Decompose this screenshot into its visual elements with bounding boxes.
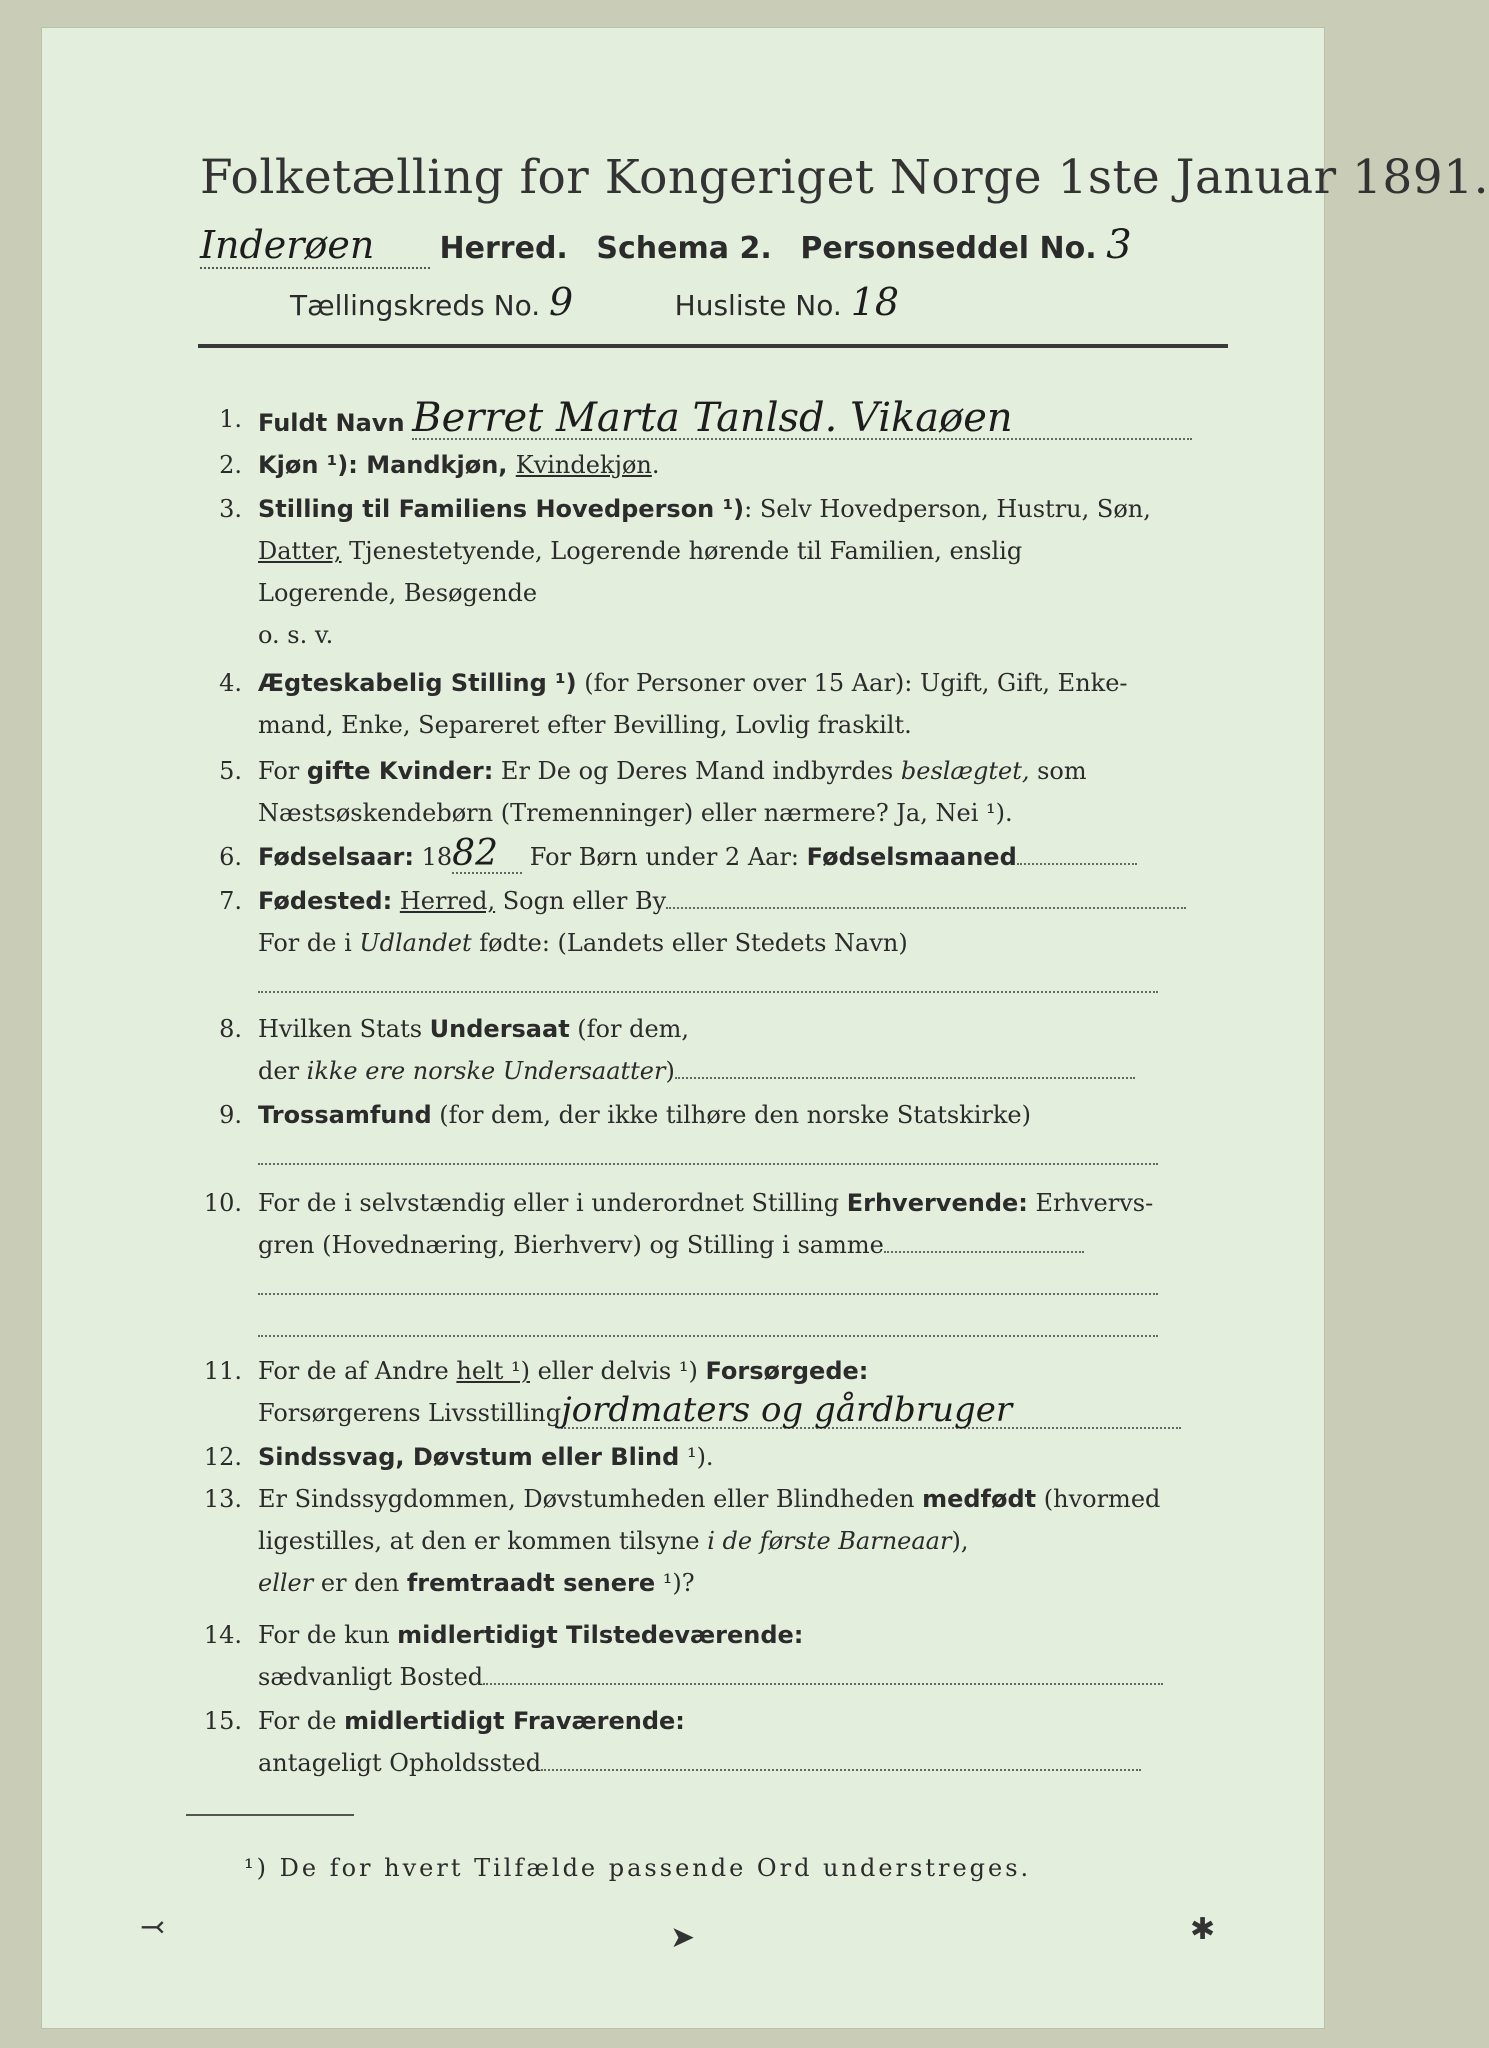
item-text: i de første Barneaar [707,1527,952,1555]
item-label: Forsørgede: [705,1357,869,1385]
item-text: antageligt Opholdssted [258,1749,542,1777]
item-text: Erhvervs- [1027,1189,1154,1217]
item-11 [180,1350,1232,1440]
item-text: o. s. v. [258,621,334,649]
item-text: beslægtet, [900,757,1030,785]
item-text: sædvanligt Bosted [258,1663,484,1691]
item-text: For Børn under 2 Aar: [522,843,807,871]
item-8 [180,1008,1232,1092]
item-text: (for dem, der ikke tilhøre den norske Statskirke) [431,1101,1031,1129]
item-number: 2. [219,451,242,479]
item-text: Tjenestetyende, Logerende hørende til Familien, enslig [341,537,1023,565]
item-label: Undersaat [429,1015,570,1043]
personseddel-value: 3 [1106,222,1132,268]
item-text: For de i [258,929,360,957]
provider-occupation-value: jordmaters og gårdbruger [561,1393,1181,1429]
item-text: (for dem, [569,1015,690,1043]
selected-option: Datter, [258,537,342,565]
item-text: ), [951,1527,969,1555]
item-text: For de af Andre [258,1357,457,1385]
item-number: 3. [219,495,242,523]
dotted-fill [884,1251,1084,1253]
item-text: eller delvis ¹) [529,1357,706,1385]
husliste-value: 18 [850,280,900,324]
personseddel-label: Personseddel No. [800,231,1097,266]
item-text: eller [258,1569,314,1597]
dotted-fill [666,907,1186,909]
item-number: 5. [219,757,242,785]
item-text: Er De og Deres Mand indbyrdes [493,757,901,785]
item-label: Sindssvag, Døvstum eller Blind [258,1443,680,1471]
item-label: Fødselsaar: [258,843,414,871]
item-number: 9. [219,1101,242,1129]
item-text: (hvormed [1036,1485,1161,1513]
name-value: Berret Marta Tanlsd. Vikaøen [412,398,1192,440]
item-text: Udlandet [359,929,472,957]
item-label: medfødt [922,1485,1037,1513]
item-text: ikke ere norske Undersaatter [306,1057,666,1085]
dotted-fill [483,1683,1163,1685]
item-text: Sogn eller By [495,887,667,915]
item-text: For de i selvstændig eller i underordnet Stilling [258,1189,847,1217]
item-number: 15. [203,1707,242,1735]
footnote-divider [186,1814,354,1816]
item-text: Er Sindssygdommen, Døvstumheden eller Blindheden [258,1485,923,1513]
corner-mark-right: ✱ [1190,1912,1216,1947]
item-number: 13. [203,1485,242,1513]
item-number: 8. [219,1015,242,1043]
item-text: 18 [414,843,453,871]
dotted-fill [541,1769,1141,1771]
item-number: 11. [203,1357,242,1385]
item-number: 6. [219,843,242,871]
item-label: Fødested: [258,887,393,915]
schema-label: Schema 2. [596,231,772,266]
item-label: Stilling til Familiens Hovedperson ¹) [258,495,745,523]
selected-option: Herred, [399,887,496,915]
item-text: (for Personer over 15 Aar): Ugift, Gift, Enke- [576,669,1128,697]
item-text: . [651,451,660,479]
item-text: For [258,757,307,785]
item-text: ) [665,1057,675,1085]
item-number: 4. [219,669,242,697]
item-12 [180,1436,1232,1478]
item-label: Fuldt Navn [258,409,405,437]
item-number: 10. [203,1189,242,1217]
item-label: midlertidigt Fraværende: [344,1707,685,1735]
item-text: ligestilles, at den er kommen tilsyne [258,1527,708,1555]
item-2 [180,444,1232,486]
selected-option: Kvindekjøn [515,451,652,479]
dotted-fill [258,1293,1158,1295]
item-14 [180,1614,1232,1698]
item-text: For de [258,1707,345,1735]
dotted-fill [1017,863,1137,865]
dotted-fill [258,991,1158,993]
item-text: : Selv Hovedperson, Hustru, Søn, [744,495,1151,523]
corner-mark-left: ⤙ [140,1910,166,1945]
item-7 [180,880,1232,1010]
dotted-fill [258,1335,1158,1337]
birth-year-value: 82 [452,836,522,874]
herred-value: Inderøen [200,223,430,269]
item-label: Fødselsmaaned [806,843,1017,871]
item-label: midlertidigt Tilstedeværende: [397,1621,804,1649]
kreds-value: 9 [549,280,574,324]
item-label: Trossamfund [258,1101,432,1129]
item-text: ¹)? [655,1569,695,1597]
herred-label: Herred. [439,231,568,266]
item-label: Ægteskabelig Stilling ¹) [258,669,577,697]
item-10 [180,1182,1232,1342]
item-text: som [1029,757,1087,785]
form-title: Folketælling for Kongeriget Norge 1ste Januar 1891. [200,150,1489,205]
item-label: gifte Kvinder: [306,757,494,785]
item-9 [180,1094,1232,1178]
item-number: 12. [203,1443,242,1471]
item-6 [180,833,1232,882]
item-text: For de kun [258,1621,398,1649]
item-label: Erhvervende: [846,1189,1028,1217]
item-text: Forsørgerens Livsstilling [258,1399,562,1427]
item-label: fremtraadt senere [406,1569,656,1597]
form-header-line [200,222,1230,270]
item-text: er den [313,1569,407,1597]
item-number: 14. [203,1621,242,1649]
form-subheader-line [290,280,1190,326]
item-text: der [258,1057,307,1085]
item-text: mand, Enke, Separeret efter Bevilling, Lovlig fraskilt. [258,711,912,739]
item-label: Kjøn ¹): Mandkjøn, [258,451,516,479]
item-text: Logerende, Besøgende [258,579,538,607]
item-number: 1. [219,405,242,433]
item-5 [180,750,1232,834]
item-text: Næstsøskendebørn (Tremenninger) eller nærmere? Ja, Nei ¹). [258,799,1013,827]
item-13 [180,1478,1232,1604]
corner-mark-center: ➤ [670,1920,696,1955]
dotted-fill [675,1077,1135,1079]
item-text: Hvilken Stats [258,1015,430,1043]
item-1 [180,395,1232,444]
item-text: gren (Hovednæring, Bierhverv) og Stilling i samme [258,1231,884,1259]
footnote: ¹) De for hvert Tilfælde passende Ord understreges. [244,1854,1032,1882]
dotted-fill [258,1163,1158,1165]
header-divider [198,344,1228,348]
selected-option: helt ¹) [456,1357,530,1385]
husliste-label: Husliste No. [674,289,842,322]
item-4 [180,662,1232,746]
item-text: ¹). [679,1443,714,1471]
kreds-label: Tællingskreds No. [290,289,541,322]
item-text: fødte: (Landets eller Stedets Navn) [471,929,908,957]
item-number: 7. [219,887,242,915]
item-3 [180,488,1232,656]
item-15 [180,1700,1232,1784]
